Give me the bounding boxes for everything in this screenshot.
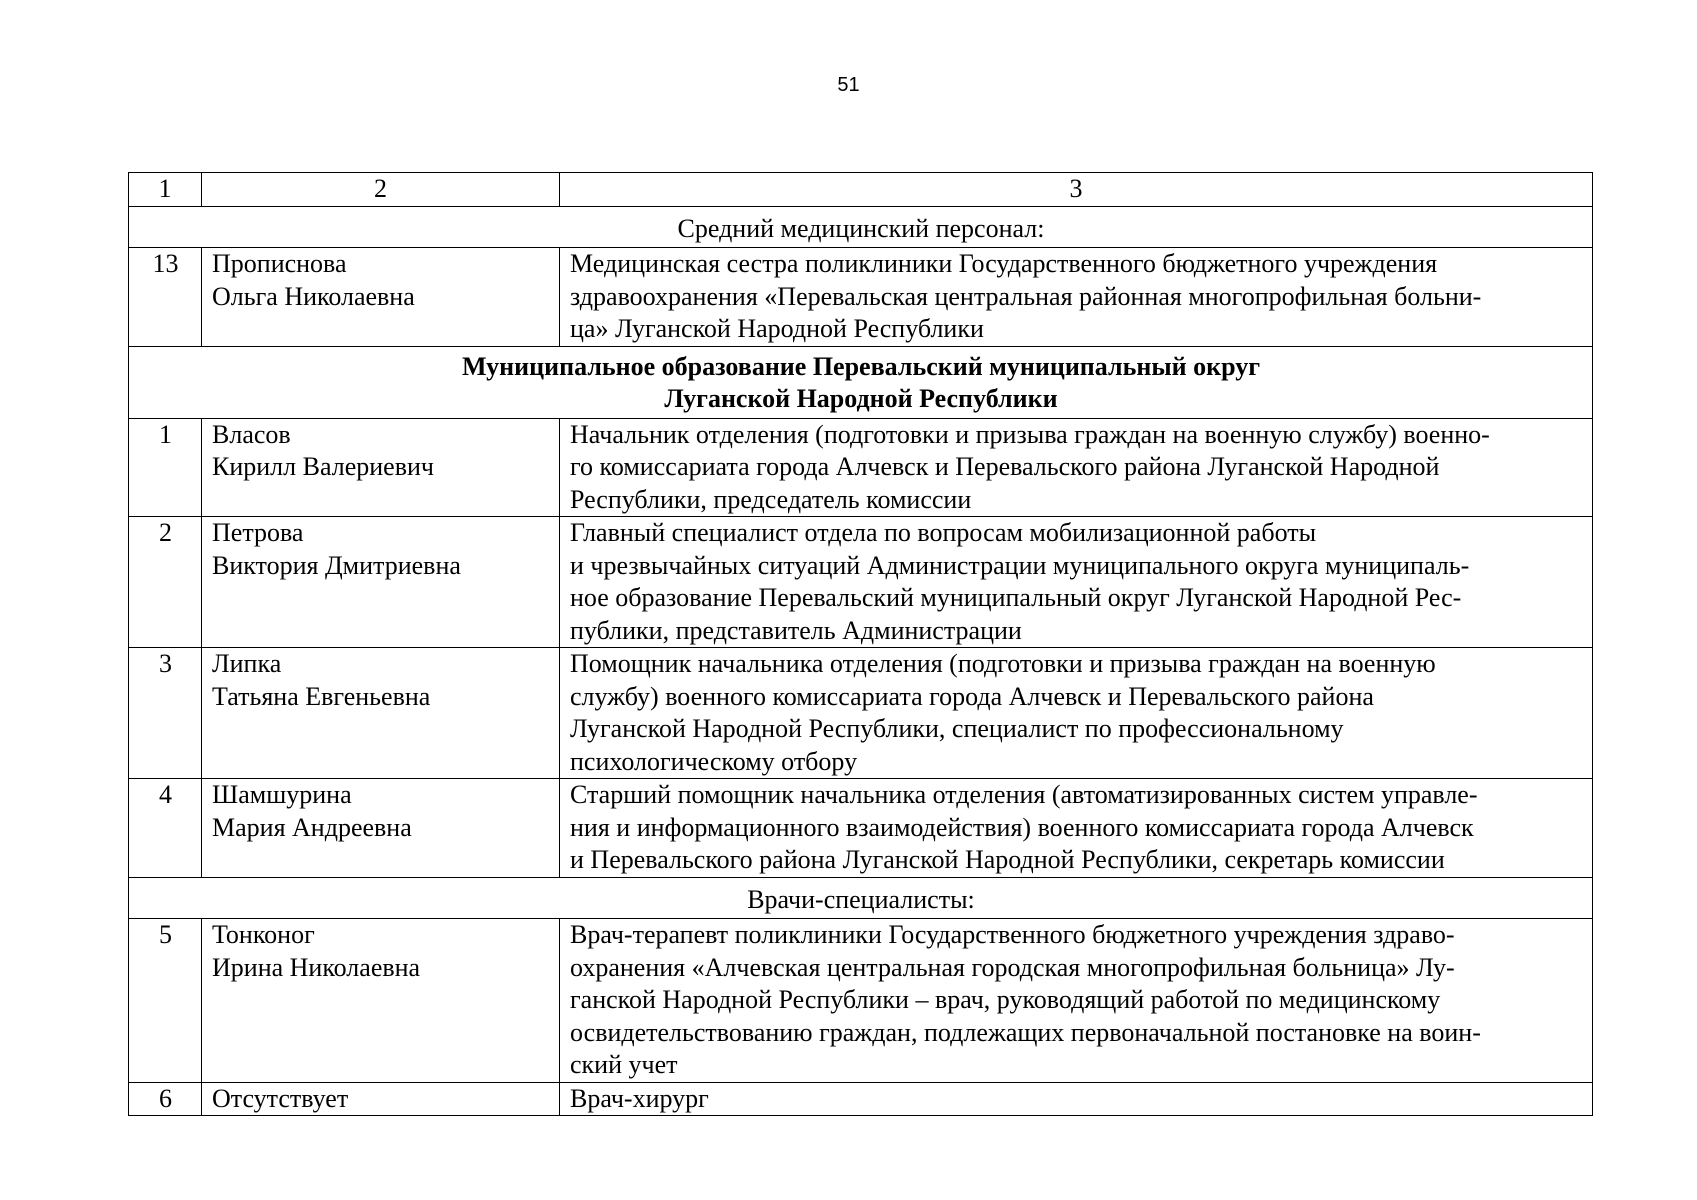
given-names: Виктория Дмитриевна (212, 550, 461, 580)
table-row (129, 1082, 1593, 1116)
position-line: Медицинская сестра поликлиники Государственного бюджетного учреждения (570, 249, 1438, 278)
position-line: и Перевальского района Луганской Народной Республики, секретарь комиссии (570, 845, 1445, 874)
person-name-cell (202, 418, 560, 517)
surname: Тонконог (212, 920, 315, 949)
surname: Петрова (212, 518, 304, 547)
table-row (129, 418, 1593, 517)
position-line: ния и информационного взаимодействия) военного комиссариата города Алчевск (570, 812, 1474, 842)
given-names: Татьяна Евгеньевна (212, 681, 431, 711)
position-line: го комиссариата города Алчевск и Перевальского района Луганской Народной (570, 452, 1440, 481)
row-number: 6 (129, 1082, 202, 1116)
surname: Прописнова (212, 249, 347, 278)
row-number: 5 (129, 919, 202, 1083)
row-number: 4 (129, 779, 202, 878)
position-line: Республики, председатель комиссии (570, 484, 972, 514)
position-cell (560, 919, 1593, 1083)
position-line: службу) военного комиссариата города Алчевск и Перевальского района (570, 681, 1374, 711)
section-row-municipality (129, 346, 1593, 418)
surname: Власов (212, 419, 291, 449)
surname: Шамшурина (212, 780, 352, 809)
person-name-cell (202, 248, 560, 347)
position-line: Начальник отделения (подготовки и призыва граждан на военную службу) военно- (570, 419, 1490, 449)
commission-table (128, 172, 1593, 1116)
given-names: Ирина Николаевна (212, 952, 421, 982)
position-cell (560, 418, 1593, 517)
person-name-cell (202, 648, 560, 779)
row-number: 3 (129, 648, 202, 779)
position-line: охранения «Алчевская центральная городская многопрофильная больница» Лу- (570, 952, 1455, 982)
table-row (129, 648, 1593, 779)
position-line: Главный специалист отдела по вопросам мобилизационной работы (570, 518, 1317, 547)
position-line: ное образование Перевальский муниципальный округ Луганской Народной Рес- (570, 583, 1462, 612)
position-cell (560, 517, 1593, 648)
position-line: ганской Народной Республики – врач, руководящий работой по медицинскому (570, 985, 1441, 1014)
section-title-bold (129, 346, 1593, 418)
position-line: публики, представитель Администрации (570, 615, 1022, 645)
position-cell (560, 779, 1593, 878)
position-line: освидетельствованию граждан, подлежащих первоначальной постановке на воин- (570, 1017, 1481, 1047)
header-cell-3: 3 (560, 173, 1593, 207)
person-name: Отсутствует (212, 1083, 349, 1113)
section-title-line: Луганской Народной Республики (664, 384, 1058, 413)
surname: Липка (212, 649, 282, 678)
header-cell-2: 2 (202, 173, 560, 207)
given-names: Кирилл Валериевич (212, 452, 434, 481)
position-line: Старший помощник начальника отделения (автоматизированных систем управле- (570, 780, 1478, 809)
position-cell (560, 648, 1593, 779)
position-line: здравоохранения «Перевальская центральная районная многопрофильная больни- (570, 281, 1482, 311)
table-row (129, 779, 1593, 878)
table-row (129, 517, 1593, 648)
position-line: ский учет (570, 1050, 678, 1079)
person-name-cell (202, 779, 560, 878)
position-cell (560, 1082, 1593, 1116)
position-line: Врач-хирург (570, 1083, 709, 1113)
table-row (129, 248, 1593, 347)
given-names: Мария Андреевна (212, 812, 412, 842)
row-number: 2 (129, 517, 202, 648)
section-row-doctors (129, 877, 1593, 919)
section-title: Врачи-специалисты: (129, 877, 1593, 919)
row-number: 13 (129, 248, 202, 347)
section-title-line: Муниципальное образование Перевальский муниципальный округ (461, 351, 1261, 381)
position-line: психологическому отбору (570, 746, 858, 776)
position-line: Помощник начальника отделения (подготовки и призыва граждан на военную (570, 649, 1436, 678)
person-name-cell (202, 517, 560, 648)
person-name-cell (202, 1082, 560, 1116)
table-row (129, 919, 1593, 1083)
table-header-row (129, 173, 1593, 207)
position-line: Луганской Народной Республики, специалист по профессиональному (570, 714, 1344, 743)
given-names: Ольга Николаевна (212, 281, 415, 311)
position-line: и чрезвычайных ситуаций Администрации муниципального округа муниципаль- (570, 550, 1470, 580)
position-line: Врач-терапевт поликлиники Государственного бюджетного учреждения здраво- (570, 920, 1455, 949)
position-cell (560, 248, 1593, 347)
section-title: Средний медицинский персонал: (129, 206, 1593, 248)
person-name-cell (202, 919, 560, 1083)
row-number: 1 (129, 418, 202, 517)
page-number: 51 (837, 74, 860, 96)
header-cell-1: 1 (129, 173, 202, 207)
section-row-nurses (129, 206, 1593, 248)
position-line: ца» Луганской Народной Республики (570, 314, 984, 343)
